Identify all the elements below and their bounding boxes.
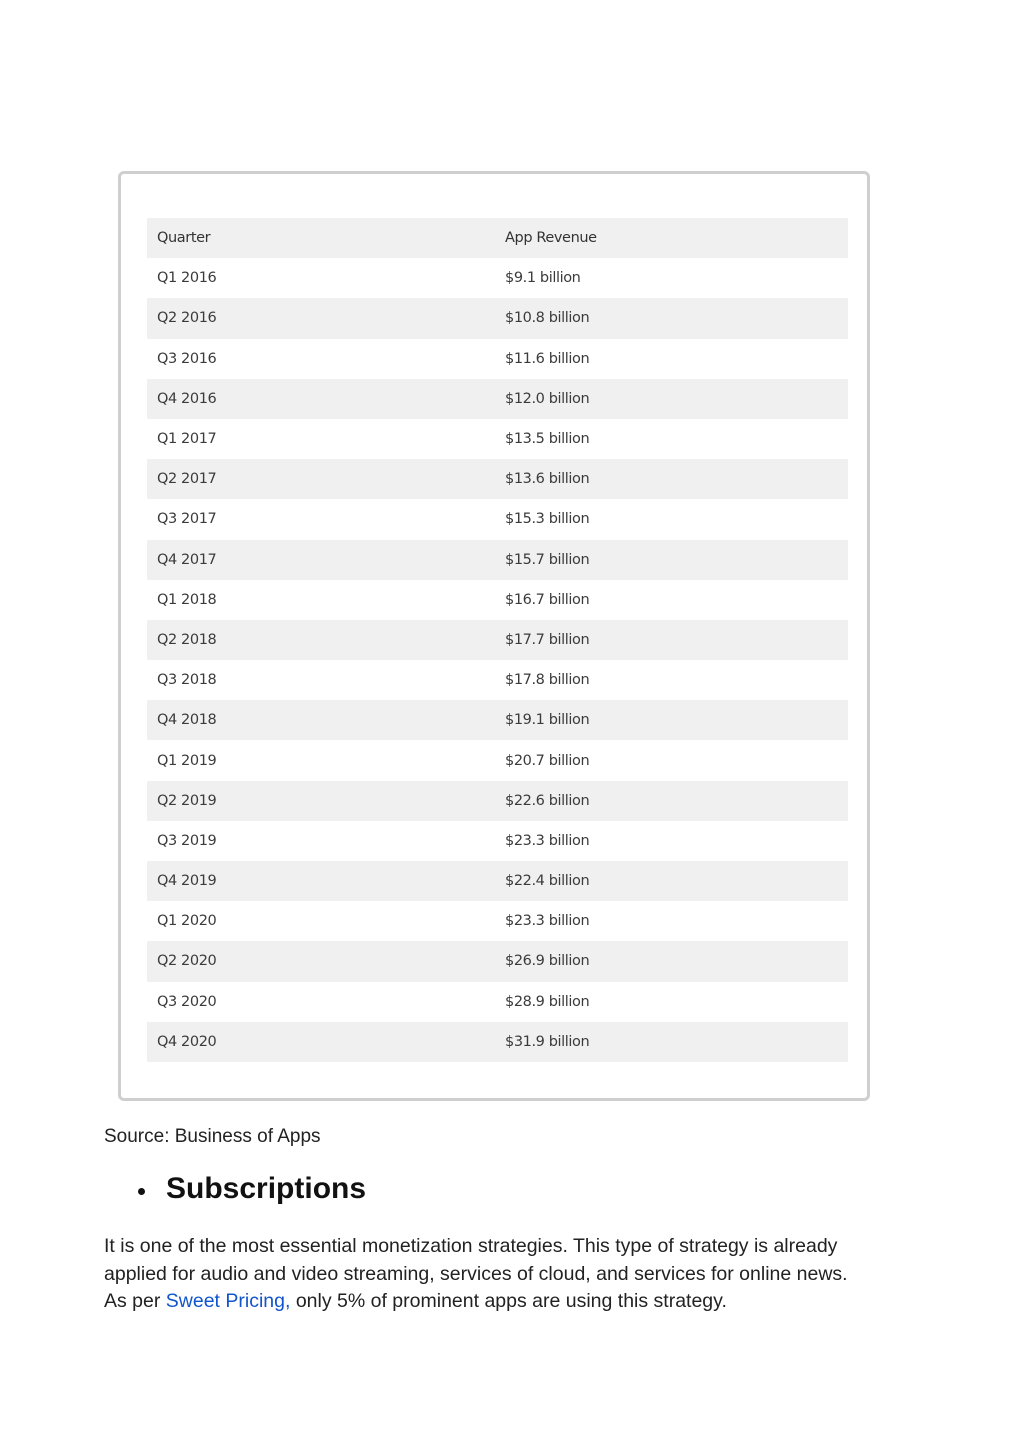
cell-app-revenue: $11.6 billion bbox=[505, 350, 590, 367]
revenue-table-image bbox=[118, 171, 870, 1101]
paragraph-line bbox=[104, 1288, 924, 1316]
source-caption: Source: Business of Apps bbox=[104, 1126, 321, 1147]
cell-app-revenue: $13.5 billion bbox=[505, 431, 590, 448]
table-row bbox=[147, 700, 848, 740]
table-row bbox=[147, 258, 848, 298]
cell-app-revenue: $22.4 billion bbox=[505, 873, 590, 890]
cell-app-revenue: $22.6 billion bbox=[505, 792, 590, 809]
cell-quarter: Q3 2016 bbox=[157, 350, 217, 367]
cell-app-revenue: $31.9 billion bbox=[505, 1033, 590, 1050]
cell-quarter: Q1 2016 bbox=[157, 270, 217, 287]
cell-app-revenue: $17.7 billion bbox=[505, 631, 590, 648]
paragraph-text: only 5% of prominent apps are using this strategy. bbox=[290, 1290, 727, 1312]
cell-app-revenue: $9.1 billion bbox=[505, 270, 581, 287]
bullet-dot-icon bbox=[138, 1188, 145, 1195]
cell-app-revenue: $28.9 billion bbox=[505, 993, 590, 1010]
paragraph-text: As per bbox=[104, 1290, 166, 1312]
paragraph-line: applied for audio and video streaming, services of cloud, and services for online news. bbox=[104, 1262, 848, 1285]
cell-quarter: Q1 2020 bbox=[157, 913, 217, 930]
cell-app-revenue: $15.3 billion bbox=[505, 511, 590, 528]
table-row bbox=[147, 620, 848, 660]
cell-quarter: Q2 2018 bbox=[157, 631, 217, 648]
table-row bbox=[147, 298, 848, 338]
cell-quarter: Q4 2018 bbox=[157, 712, 217, 729]
cell-quarter: Q3 2020 bbox=[157, 993, 217, 1010]
cell-app-revenue: $10.8 billion bbox=[505, 310, 590, 327]
table-row bbox=[147, 941, 848, 981]
table-row bbox=[147, 821, 848, 861]
table-row bbox=[147, 419, 848, 459]
table-row bbox=[147, 459, 848, 499]
cell-quarter: Q4 2016 bbox=[157, 390, 217, 407]
cell-app-revenue: $15.7 billion bbox=[505, 551, 590, 568]
table-body bbox=[147, 258, 848, 1062]
header-quarter: Quarter bbox=[157, 230, 211, 247]
cell-app-revenue: $17.8 billion bbox=[505, 672, 590, 689]
table-row bbox=[147, 339, 848, 379]
cell-quarter: Q4 2019 bbox=[157, 873, 217, 890]
cell-quarter: Q3 2018 bbox=[157, 672, 217, 689]
table-row bbox=[147, 861, 848, 901]
section-heading: Subscriptions bbox=[166, 1172, 367, 1205]
subscriptions-bullet bbox=[138, 1172, 366, 1206]
table-row bbox=[147, 740, 848, 780]
table-row bbox=[147, 540, 848, 580]
cell-quarter: Q2 2019 bbox=[157, 792, 217, 809]
cell-app-revenue: $23.3 billion bbox=[505, 832, 590, 849]
table-row bbox=[147, 901, 848, 941]
table-row bbox=[147, 982, 848, 1022]
sweet-pricing-link[interactable]: Sweet Pricing, bbox=[165, 1290, 291, 1312]
cell-quarter: Q1 2019 bbox=[157, 752, 217, 769]
paragraph-line: It is one of the most essential monetization strategies. This type of strategy is already bbox=[104, 1235, 838, 1257]
cell-app-revenue: $12.0 billion bbox=[505, 390, 590, 407]
cell-app-revenue: $19.1 billion bbox=[505, 712, 590, 729]
table-row bbox=[147, 1022, 848, 1062]
cell-quarter: Q2 2017 bbox=[157, 471, 217, 488]
cell-quarter: Q2 2016 bbox=[157, 310, 217, 327]
cell-app-revenue: $20.7 billion bbox=[505, 752, 590, 769]
cell-quarter: Q2 2020 bbox=[157, 953, 217, 970]
cell-app-revenue: $16.7 billion bbox=[505, 591, 590, 608]
table-row bbox=[147, 580, 848, 620]
cell-app-revenue: $23.3 billion bbox=[505, 913, 590, 930]
cell-app-revenue: $13.6 billion bbox=[505, 471, 590, 488]
revenue-table bbox=[147, 218, 848, 1062]
table-row bbox=[147, 781, 848, 821]
table-row bbox=[147, 499, 848, 539]
cell-quarter: Q3 2019 bbox=[157, 832, 217, 849]
cell-quarter: Q4 2017 bbox=[157, 551, 217, 568]
table-row bbox=[147, 660, 848, 700]
cell-app-revenue: $26.9 billion bbox=[505, 953, 590, 970]
cell-quarter: Q4 2020 bbox=[157, 1033, 217, 1050]
cell-quarter: Q3 2017 bbox=[157, 511, 217, 528]
header-app-revenue: App Revenue bbox=[505, 230, 597, 247]
table-header-row bbox=[147, 218, 848, 258]
body-paragraph bbox=[104, 1233, 924, 1316]
cell-quarter: Q1 2018 bbox=[157, 591, 217, 608]
cell-quarter: Q1 2017 bbox=[157, 431, 217, 448]
table-row bbox=[147, 379, 848, 419]
